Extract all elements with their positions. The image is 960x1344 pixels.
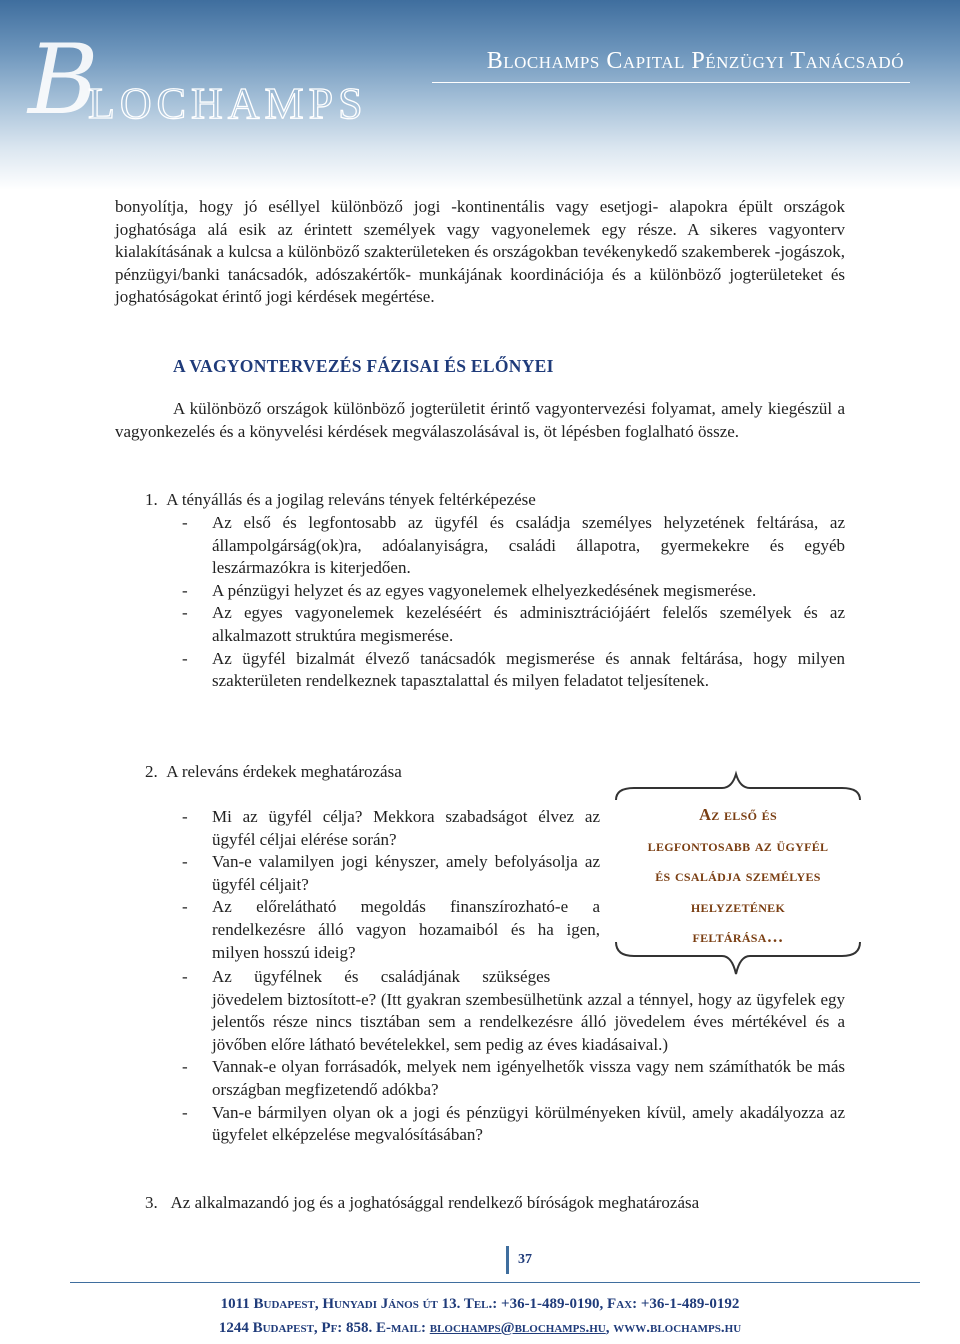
list-item-continuation: jövedelem biztosított-e? (Itt gyakran szembesülhetünk azzal a ténnyel, hogy az ügyfelek egy jelentős része nincs tisztában sem a rendelkezésre álló jövedelem éves mértékével és a jövőben előre látható bevételekkel, sem pedig az éves kiadásaival.)	[212, 989, 845, 1054]
page-header	[0, 0, 960, 190]
blochamps-logo	[28, 24, 408, 136]
step-2-heading	[145, 761, 402, 784]
step-3-title: Az alkalmazandó jog és a joghatósággal rendelkező bíróságok meghatározása	[170, 1193, 700, 1212]
footer-address-line: 1011 Budapest, Hunyadi János út 13. Tel.: +36-1-489-0190, Fax: +36-1-489-0192	[220, 1296, 740, 1312]
step-2-list-narrow	[182, 806, 600, 964]
intro-paragraph: bonyolítja, hogy jó eséllyel különböző jogi -kontinentális vagy esetjogi- alapokra épült országok joghatósága alá esik az érintett személyek vagy vagyonelemek egy része. A sikeres vagyonterv kialakításának a kulcsa a különböző szakterületeken és országokban tevékenykedő szakemberek -jogászok, pénzügyi/banki tanácsadók, adószakértők- munkájának koordinációja és a különböző jogterületeket és joghatóságokat érintő jogi kérdések megértése.	[115, 197, 845, 307]
footer-separator: ,	[605, 1320, 614, 1336]
step-2-list-wide	[182, 966, 845, 1147]
step-2-number: 2.	[145, 762, 158, 781]
callout-line: helyzetének	[690, 896, 786, 916]
callout-text	[616, 800, 860, 953]
callout-line: és családja személyes	[655, 866, 821, 885]
callout-line: feltárása…	[692, 927, 784, 946]
list-item-first-line: Az ügyfélnek és családjának szükséges	[212, 967, 551, 986]
list-item: - Mi az ügyfél célja? Mekkora szabadságot élvez az ügyfél céljai elérése során?	[182, 806, 600, 851]
footer-postal: 1244 Budapest, Pf: 858. E-mail:	[218, 1320, 430, 1336]
list-item: - Van-e valamilyen jogi kényszer, amely befolyásolja az ügyfél céljait?	[182, 851, 600, 896]
list-item: - Az egyes vagyonelemek kezeléséért és adminisztrációjáért felelős személyek és az alkalmazott struktúra megismerése.	[182, 602, 845, 647]
page-number: 37	[506, 1246, 532, 1274]
callout-line: Az első és	[699, 805, 777, 824]
list-item: - Vannak-e olyan forrásadók, melyek nem igényelhetők vissza vagy nem számíthatók be más országban megfizetendő adókba?	[182, 1056, 845, 1101]
footer-contact-line	[0, 1320, 960, 1337]
footer-website-link[interactable]: www.blochamps.hu	[613, 1320, 742, 1336]
list-item: - Van-e bármilyen olyan ok a jogi és pénzügyi körülményeken kívül, amely akadályozza az ügyfelet elképzelése megvalósításában?	[182, 1102, 845, 1147]
list-item: - Az első és legfontosabb az ügyfél és családja személyes helyzetének feltárása, az állampolgárság(ok)ra, adóalanyiságra, családi állapotra, gyermekekre és egyéb leszármazókra is kiterjedően.	[182, 512, 845, 580]
section-intro: A különböző országok különböző jogterületit érintő vagyontervezési folyamat, amely kiegészül a vagyonkezelés és a könyvelési kérdések megválaszolásával is, öt lépésben foglalható össze.	[115, 399, 845, 441]
section-heading: A VAGYONTERVEZÉS FÁZISAI ÉS ELŐNYEI	[173, 356, 554, 376]
footer-email-link[interactable]: blochamps@blochamps.hu	[429, 1320, 606, 1336]
step-1-list	[182, 512, 845, 693]
logo-wordmark: LOCHAMPS	[88, 79, 368, 128]
step-1-title: A tényállás és a jogilag releváns tények feltérképezése	[166, 490, 536, 509]
step-1-heading	[145, 489, 536, 512]
step-1-number: 1.	[145, 490, 158, 509]
list-item: - Az előrelátható megoldás finanszírozható-e a rendelkezésre álló vagyon hozamaiból és ha igen, milyen hosszú ideig?	[182, 896, 600, 964]
footer-rule	[70, 1282, 920, 1283]
logo-initial: B	[28, 24, 99, 136]
header-title: Blochamps Capital Pénzügyi Tanácsadó	[486, 48, 904, 74]
callout-line: legfontosabb az ügyfél	[647, 835, 829, 855]
step-3-heading	[145, 1192, 699, 1215]
list-item: - Az ügyfél bizalmát élvező tanácsadók megismerése és annak feltárása, hogy milyen szakterületen rendelkeznek tapasztalattal és milyen feladatot teljesítenek.	[182, 648, 845, 693]
step-2-title: A releváns érdekek meghatározása	[166, 762, 402, 781]
callout-box	[612, 770, 864, 980]
step-3-number: 3.	[145, 1193, 158, 1212]
header-rule	[432, 82, 910, 83]
list-item: - A pénzügyi helyzet és az egyes vagyonelemek elhelyezkedésének megismerése.	[182, 580, 845, 603]
